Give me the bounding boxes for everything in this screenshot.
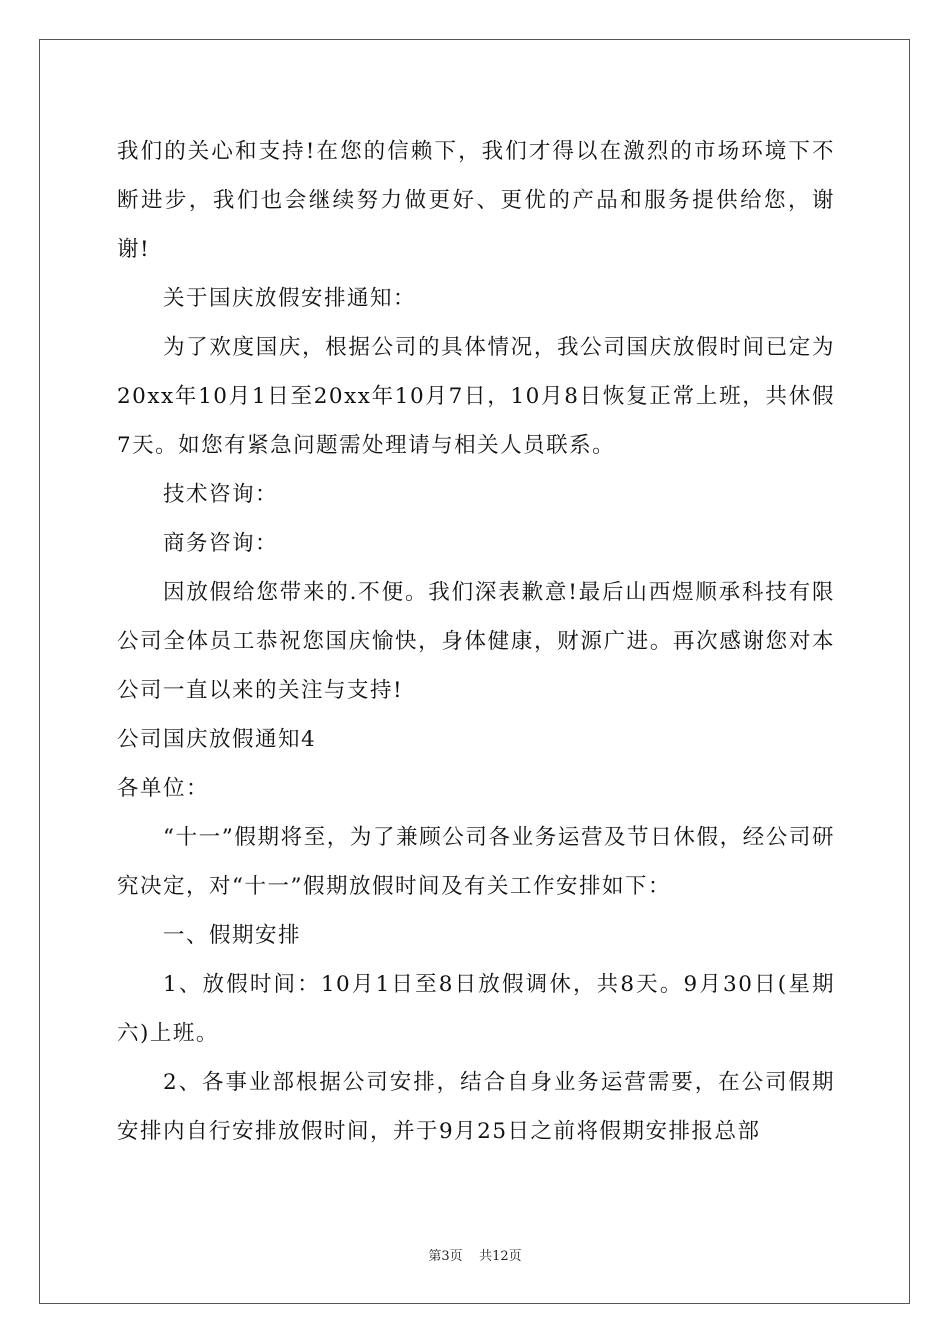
section-title: 公司国庆放假通知4 — [117, 727, 317, 752]
paragraph: 1、放假时间：10月1日至8日放假调休，共8天。9月30日(星期六)上班。 — [117, 972, 835, 1046]
paragraph: “十一”假期将至，为了兼顾公司各业务运营及节日休假，经公司研究决定，对“十一”假期放假时间及有关工作安排如下： — [117, 825, 835, 899]
paragraph: 为了欢度国庆，根据公司的具体情况，我公司国庆放假时间已定为20xx年10月1日至20xx年10月7日，10月8日恢复正常上班，共休假7天。如您有紧急问题需处理请与相关人员联系。 — [117, 335, 835, 458]
document-body — [117, 127, 835, 1156]
section-heading: 一、假期安排 — [163, 923, 302, 948]
paragraph: 关于国庆放假安排通知： — [163, 286, 417, 311]
paragraph: 技术咨询： — [163, 482, 279, 507]
paragraph: 我们的关心和支持!在您的信赖下，我们才得以在激烈的市场环境下不断进步，我们也会继续努力做更好、更优的产品和服务提供给您，谢谢! — [117, 139, 835, 262]
paragraph: 因放假给您带来的.不便。我们深表歉意!最后山西煜顺承科技有限公司全体员工恭祝您国庆愉快，身体健康，财源广进。再次感谢您对本公司一直以来的关注与支持! — [117, 580, 835, 703]
paragraph: 2、各事业部根据公司安排，结合自身业务运营需要，在公司假期安排内自行安排放假时间，并于9月25日之前将假期安排报总部 — [117, 1070, 835, 1144]
salutation: 各单位： — [117, 776, 210, 801]
page-footer — [0, 1245, 950, 1264]
page-number: 第3页 — [428, 1249, 463, 1264]
paragraph: 商务咨询： — [163, 531, 279, 556]
page-total: 共12页 — [479, 1249, 522, 1264]
